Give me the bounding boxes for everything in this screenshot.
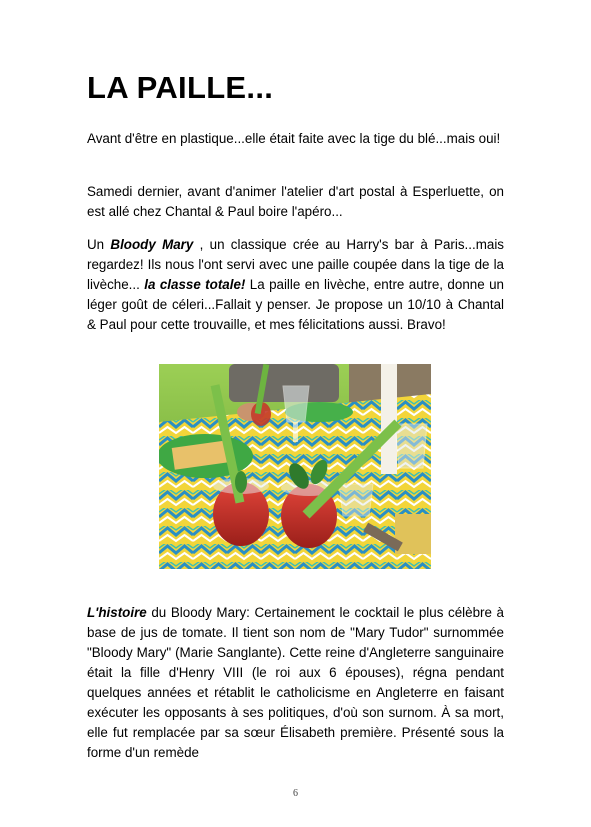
page-number: 6: [293, 788, 298, 799]
cocktail-photo: [159, 364, 431, 569]
paragraph-tail-text: La paille en livèche, entre autre, donne un léger goût de céleri...Fallait y penser. Je propose un 10/10 à Chantal & Paul pour cette trouvaille, et mes félicitations aussi. Bravo!: [87, 277, 504, 332]
history-text: du Bloody Mary: Certainement le cocktail le plus célèbre à base de jus de tomate. Il tient son nom de "Mary Tudor" surnommée "Bloody Mary" (Marie Sanglante). Cette reine d'Angleterre sanguinaire était la fille d'Henry VIII (le roi aux 6 épouses), régna pendant quelques années et rétablit le catholicisme en Angleterre en faisant exécuter les opposants à ses politiques, d'où son surnom. À sa mort, elle fut remplacée par sa sœur Élisabeth première. Présenté sous la forme d'un remède: [87, 605, 504, 760]
history-heading: L'histoire: [87, 605, 147, 620]
emphasis-text: la classe totale!: [144, 277, 246, 292]
drink-name: Bloody Mary: [110, 237, 194, 252]
history-paragraph: [87, 603, 504, 763]
paragraph-middle-text: , un classique crée au Harry's bar à Paris...mais regardez! Ils nous l'ont servi avec une paille coupée dans la tige de la livèche...: [87, 237, 504, 292]
paragraph-lead-text: Un: [87, 237, 111, 252]
story-paragraph: Samedi dernier, avant d'animer l'atelier d'art postal à Esperluette, on est allé chez Chantal & Paul boire l'apéro...: [87, 184, 504, 219]
cocktail-paragraph: [87, 235, 504, 335]
intro-paragraph: Avant d'être en plastique...elle était faite avec la tige du blé...mais oui!: [87, 131, 501, 146]
page-title: LA PAILLE...: [87, 70, 274, 105]
